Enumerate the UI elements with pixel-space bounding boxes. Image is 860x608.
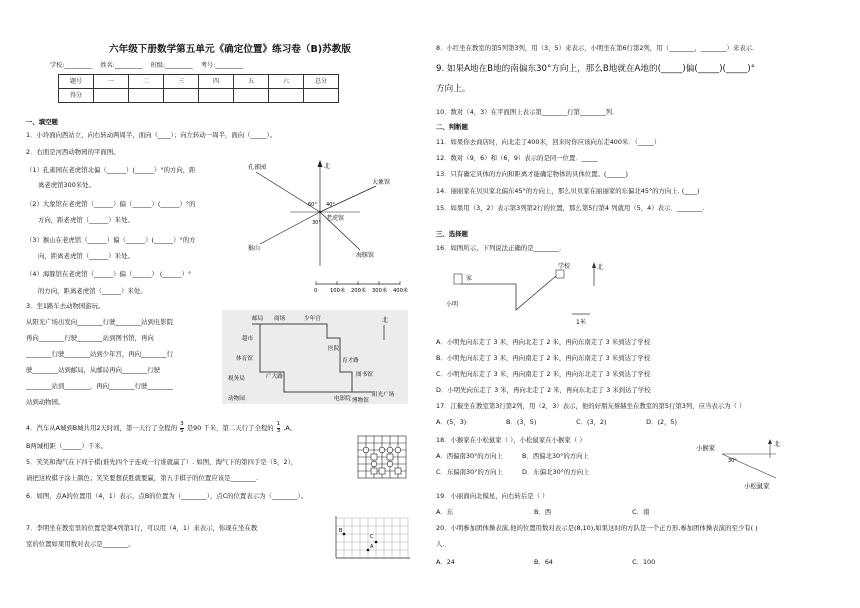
question-3-line-a: 从阳光广场出发向________行驶________站到电影院	[26, 318, 173, 326]
question-9-line-2: 方向上。	[436, 84, 471, 94]
question-6: 6．如图，点A的位置用（4，1）表示，点B的位置为（________），点C的位置表示为（________）。	[26, 492, 308, 500]
point-c-label: C	[370, 534, 374, 540]
question-2: 2．右面是河西动物园的平面图。	[26, 148, 120, 156]
question-19-options	[436, 508, 649, 516]
question-20-option-a: A．24	[436, 558, 455, 566]
score-cell: 六	[269, 75, 304, 89]
question-16-option-a: A．小明先向东走了 3 米，再向北走了 2 米，再向东南走了 3 米到达了学校	[436, 338, 651, 346]
question-20-options	[436, 558, 655, 566]
school-field: 学校:_________	[50, 62, 93, 69]
home-label: 家	[466, 275, 473, 282]
question-16: 16．如图所示，下列说法正确的是________.	[436, 244, 562, 252]
question-20-option-b: B．64	[534, 558, 553, 566]
question-1: 1．小玲面向西站立，向右转动两周半，面向（____）；向左转动一周半，面向（_____）。	[26, 131, 277, 139]
stop-cinema: 电影院	[334, 396, 351, 402]
score-cell	[164, 89, 199, 103]
question-19: 19．小丽面向北模星，向右转后是（ ）	[436, 492, 549, 500]
xiaoming-label: 小明	[446, 301, 459, 308]
fraction-denominator: 3	[276, 427, 281, 434]
question-2-2a: （2）大象馆在老虎馆（______）偏（______）(______）°的	[26, 200, 196, 208]
scale-label: 100米	[330, 288, 346, 294]
question-17-option-b: B．(3，5)	[506, 418, 537, 426]
tiger-point	[319, 211, 321, 213]
question-18-option-c: C．东偏南30°的方向上	[436, 468, 503, 476]
question-18-option-b: B．西偏北30°的方向上	[522, 452, 589, 460]
question-4-line-2: B两城相距（______）千米。	[26, 442, 108, 450]
home-icon	[454, 274, 462, 284]
question-2-4a: （4）海豚馆在老虎馆（______）偏（______） (______）°	[26, 270, 192, 278]
question-20-line-1: 20．小明参加团体操表演,他的位置用数对表示是(8,10),如果这时的方队是一个正方形,参加团体操表演的至少有( )	[436, 524, 758, 532]
stop-post-office: 邮局	[252, 316, 264, 322]
scale-label: 0	[314, 288, 318, 294]
bus-route-map	[222, 310, 408, 404]
question-7-line-1: 7．李明坐在教室里的位置是第4列第1行，可以用（4，1）来表示，你现在坐在教	[26, 524, 258, 532]
question-18-option-d: D．东偏北30°的方向上	[522, 468, 590, 476]
angle-label-1: 60°	[308, 202, 317, 208]
question-5-line-1: 5．笑笑和淘气在下四子棋(谁先四个子连成一行谁就赢了）. 如图，淘气下的第四手是（5，2），	[26, 458, 298, 466]
scale-label: 400米	[393, 288, 409, 294]
school-label: 学校	[558, 263, 571, 270]
score-cell: 五	[234, 75, 269, 89]
question-13: 13．只有确定具体的方向和距离才能确定物体的具体位置。(______)	[436, 170, 629, 178]
point-c	[375, 541, 378, 544]
stop-museum: 博物馆	[352, 398, 369, 404]
question-17-option-c: C．(3，2)	[576, 418, 607, 426]
question-17-option-d: D．(2，5)	[646, 418, 677, 426]
question-4	[26, 422, 296, 434]
score-row-values	[59, 89, 339, 103]
stop-sunshine-square: 阳光广场	[372, 392, 395, 398]
score-cell: 总分	[304, 75, 339, 89]
exam-no-field: 考号:_________	[200, 62, 244, 69]
question-2-1b: 离老虎馆300米处。	[38, 181, 95, 189]
question-3-line-e: ________站到________，再向________行驶________	[26, 382, 173, 390]
question-11: 11．如果你去商店时，向北走了400米，回来时你应该向东走400米．（_____）	[436, 138, 661, 146]
elephant-label: 大象馆	[372, 179, 391, 186]
question-2-2b: 方向，距老虎馆（______）米处。	[38, 216, 134, 224]
monkey-label: 猴山	[248, 245, 261, 252]
tiger-label: 老虎馆	[326, 215, 345, 222]
question-5-line-2: 请把这枚棋子涂上颜色；笑笑要想获胜就要赢，第五手棋子的位置应该是________.	[26, 474, 259, 482]
question-19-option-a: A．东	[436, 508, 454, 516]
north-arrow-head-icon	[768, 439, 772, 444]
point-b-label: B	[339, 528, 343, 534]
question-16-option-c: C．小明先向东走了 3 米，再向南走了 2 米，再向东北走了 3 米到达了学校	[436, 370, 651, 378]
school-icon	[556, 270, 564, 278]
north-label: 北	[324, 163, 331, 170]
page-title: 六年级下册数学第五单元《确定位置》练习卷（B)苏教版	[109, 44, 351, 55]
name-field: 姓名:_________	[100, 62, 143, 69]
stop-supermarket: 超市	[242, 336, 254, 342]
score-cell: 题号	[59, 75, 94, 89]
fraction-numerator: 1	[276, 421, 281, 427]
angle-label-3: 30°	[312, 220, 321, 226]
fraction-3-5	[180, 422, 184, 434]
stop-youth-palace: 少年宫	[304, 316, 321, 322]
question-9-line-1: 9. 如果A地在B地的南偏东30°方向上，那么B地就在A地的(_____)偏(_____)(_____)°	[436, 64, 756, 74]
score-cell: 三	[164, 75, 199, 89]
question-20-option-c: C．100	[632, 558, 656, 566]
exam-header	[50, 62, 249, 70]
north-label: 北	[597, 264, 604, 271]
angle-label-2: 40°	[326, 202, 335, 208]
score-cell: 四	[199, 75, 234, 89]
monkey-squirrel-diagram	[694, 438, 814, 490]
fraction-1-3	[277, 422, 281, 434]
question-4-text-b: 千米，第二天行了全程的	[203, 424, 274, 433]
question-2-4b: 的方向，距离老虎馆（______）米处。	[38, 287, 147, 295]
stop-guangda-road: 广大路	[266, 374, 283, 380]
stop-hospital: 医院	[328, 346, 340, 352]
score-cell	[304, 89, 339, 103]
question-4-text-a: 4．汽车从A城到B城共用2天时间，第一天行了全程的	[26, 424, 178, 433]
question-15: 15．如果用（3，2）表示第3列第2行的位置，那么第5行第4 列就用（5，4）表示．________.	[436, 204, 705, 212]
score-cell	[199, 89, 234, 103]
question-8: 8．小红坐在教室的第5列第3列，用（3，5）来表示，小明坐在第6行第2列，用（________，________）来表示.	[436, 44, 755, 52]
question-2-1a: （1）孔雀园在老虎馆北偏（______）(______）°的方向，距	[26, 166, 196, 174]
fraction-numerator: 3	[180, 421, 184, 427]
question-18-options-cd	[436, 468, 589, 476]
stop-library: 图书馆	[356, 372, 373, 378]
question-18-options-ab	[436, 452, 589, 460]
point-a	[367, 549, 370, 552]
question-19-option-b: B．西	[534, 508, 552, 516]
question-7-line-2: 室的位置如果用数对表示是________。	[26, 540, 135, 548]
dolphin-label: 海豚馆	[356, 252, 375, 259]
question-3-line-b: 再向________行驶________站到图书馆，再向	[26, 334, 154, 342]
scale-label: 200米	[351, 288, 367, 294]
north-arrow-icon	[318, 160, 323, 167]
score-cell	[269, 89, 304, 103]
score-cell	[129, 89, 164, 103]
stop-zoo: 动物园	[228, 396, 245, 402]
question-17: 17．江椒坐在教室第3行第2列，用（2，3）表示，他的好朋友蔡赫坐在教室的第5行第3列，应当表示为（ ）	[436, 402, 746, 410]
question-3-line-f: 站到动物园。	[26, 398, 65, 406]
question-19-option-c: C．南	[632, 508, 650, 516]
squirrel-home-label: 小松鼠家	[744, 482, 770, 490]
stop-tax-office: 税务局	[228, 376, 245, 382]
score-cell: 二	[129, 75, 164, 89]
question-18: 18．小猴家在小松鼠家（ ），小松鼠家在小猴家（ ）	[436, 436, 586, 444]
score-cell: 一	[94, 75, 129, 89]
section-true-false: 二、判断题	[436, 123, 468, 131]
question-3-line-d: 驶________站到邮局，从邮局再向________行驶	[26, 366, 161, 374]
question-4-mid: 是90	[186, 424, 202, 433]
four-in-row-board	[356, 434, 408, 480]
monkey-home-label: 小猴家	[696, 444, 716, 452]
stop-yucai-road: 育才路	[342, 358, 359, 364]
score-row-header	[59, 75, 339, 89]
line-monkey	[260, 212, 320, 244]
score-table	[58, 74, 339, 103]
north-label: 北	[382, 317, 389, 324]
stop-mall: 商场	[274, 316, 286, 322]
route-path	[462, 276, 556, 310]
angle-label: 30°	[728, 458, 737, 464]
route-diagram	[444, 258, 614, 330]
coordinate-grid	[328, 514, 412, 562]
point-a-label: A	[370, 544, 374, 550]
question-4-text-c: ,A、	[283, 424, 297, 433]
line-elephant	[320, 186, 376, 212]
question-16-option-b: B．小明先向东走了 3 米，再向南走了 2 米，再向东南走了 3 米到达了学校	[436, 354, 651, 362]
question-10: 10．数对（4，3）在平面图上表示第________行第________列.	[436, 108, 615, 116]
score-cell: 得分	[59, 89, 94, 103]
scale-label: 1米	[576, 319, 586, 326]
question-20-line-2: 人.	[436, 540, 445, 548]
question-3-line-c: ________行驶________站到少年宫，再向________行	[26, 350, 173, 358]
question-12: 12．数对（9，6）和（6，9）表示的是同一位置．_____	[436, 154, 598, 162]
bus-route-line	[252, 324, 352, 392]
peacock-label: 孔雀园	[248, 164, 267, 171]
stop-gym: 体育馆	[236, 356, 253, 362]
zoo-map-scale	[312, 280, 412, 296]
zoo-map-diagram	[236, 158, 406, 270]
section-multiple-choice: 三、选择题	[436, 230, 468, 238]
question-2-3b: 向，距离老虎馆（______）米处。	[38, 252, 134, 260]
point-b	[343, 533, 346, 536]
score-cell	[234, 89, 269, 103]
north-arrow-head-icon	[592, 262, 596, 268]
question-3: 3．坐1路车去动物园游玩。	[26, 302, 105, 310]
question-18-option-a: A．西偏南30°的方向上	[436, 452, 503, 460]
question-17-option-a: A．(5，3)	[436, 418, 467, 426]
north-label: 北	[774, 441, 781, 448]
score-cell	[94, 89, 129, 103]
fraction-denominator: 5	[180, 427, 184, 434]
section-fill-blank: 一、填空题	[26, 118, 58, 126]
class-field: 班级:_________	[150, 62, 193, 69]
question-14: 14．丽丽家在贝贝家北偏东45°的方向上，那么贝贝家在丽丽家的东偏北45°的方向上. (____)	[436, 187, 700, 195]
question-2-3a: （3）猴山在老虎馆（______）偏（______）(______）°的方	[26, 236, 196, 244]
question-16-option-d: D．小明先向东走了 3 米，再向北走了 2 米，再向东北走了 3 米到达了学校	[436, 386, 651, 394]
question-17-options	[436, 418, 677, 426]
scale-label: 300米	[372, 288, 388, 294]
